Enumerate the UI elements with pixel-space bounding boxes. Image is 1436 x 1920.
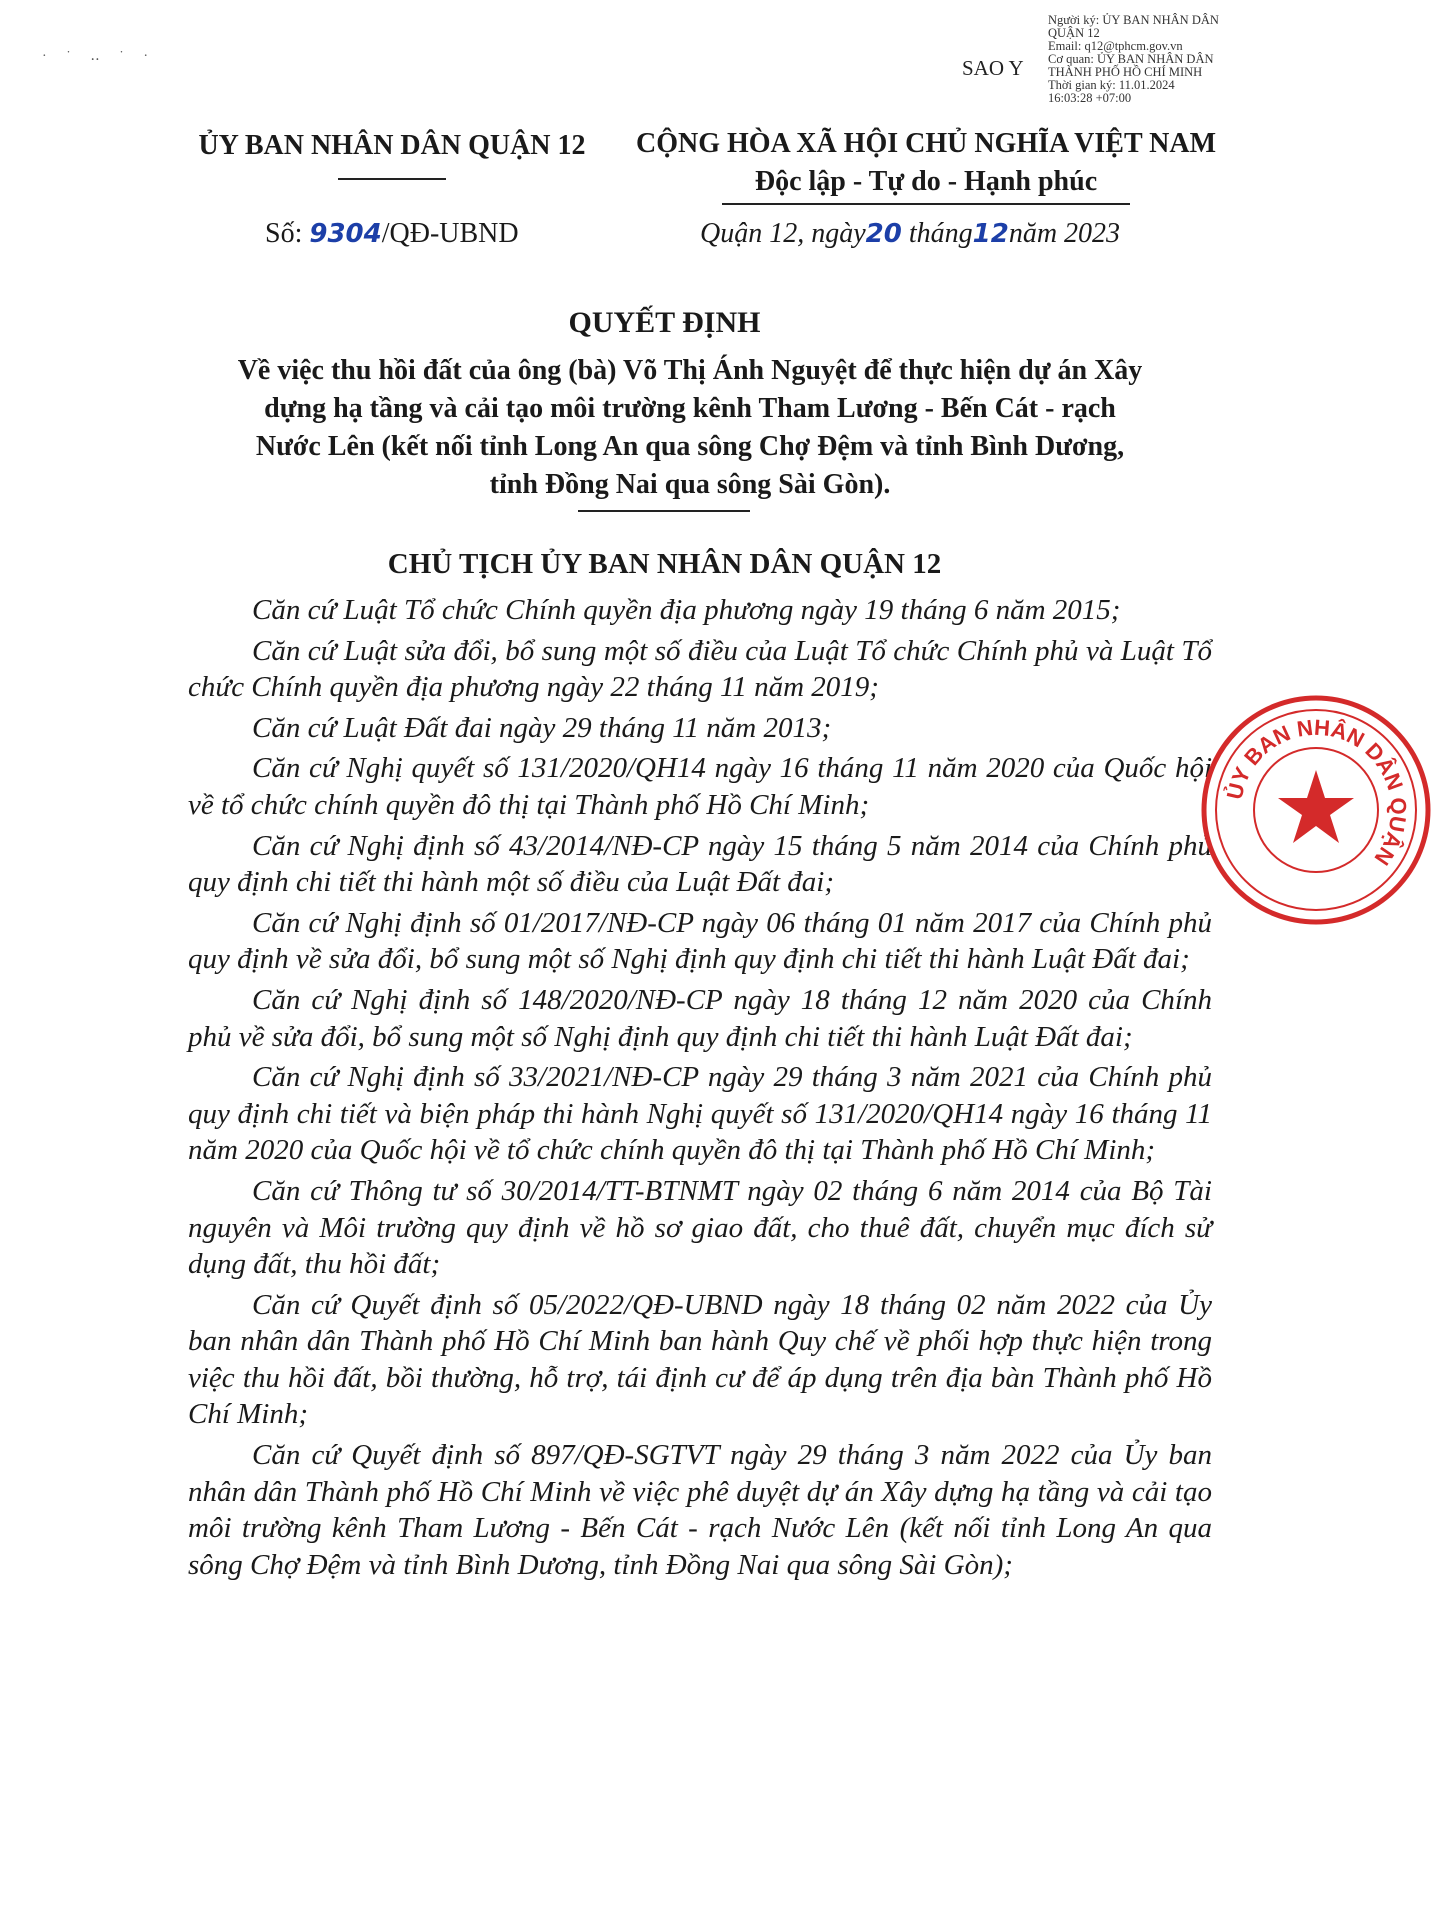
legal-basis-paragraph: Căn cứ Quyết định số 05/2022/QĐ-UBND ngày 18 tháng 02 năm 2022 của Ủy ban nhân dân Thành phố Hồ Chí Minh ban hành Quy chế về phối hợp thực hiện trong việc thu hồi đất, bồi thường, hỗ trợ, tái định cư để áp dụng trên địa bàn Thành phố Hồ Chí Minh; [188, 1288, 1212, 1431]
doc-number-suffix: /QĐ-UBND [381, 218, 519, 249]
signature-line: 16:03:28 +07:00 [1048, 91, 1132, 105]
subject-line: tỉnh Đồng Nai qua sông Sài Gòn). [489, 469, 891, 500]
signature-line: Thời gian ký: 11.01.2024 [1048, 78, 1175, 92]
signature-line: Email: q12@tphcm.gov.vn [1048, 39, 1183, 53]
month-label: tháng [908, 218, 973, 249]
copy-mark: SAO Y [962, 56, 1024, 80]
legal-basis-paragraph: Căn cứ Nghị định số 43/2014/NĐ-CP ngày 15 tháng 5 năm 2014 của Chính phủ quy định chi tiết thi hành một số điều của Luật Đất đai; [188, 829, 1212, 899]
subject-line: dựng hạ tầng và cải tạo môi trường kênh Tham Lương - Bến Cát - rạch [264, 393, 1116, 424]
legal-basis-paragraph: Căn cứ Nghị định số 01/2017/NĐ-CP ngày 06 tháng 01 năm 2017 của Chính phủ quy định về sửa đổi, bổ sung một số Nghị định quy định chi tiết thi hành Luật Đất đai; [188, 906, 1212, 976]
legal-basis-paragraph: Căn cứ Luật Đất đai ngày 29 tháng 11 năm 2013; [252, 711, 832, 744]
document-title: QUYẾT ĐỊNH [568, 306, 761, 339]
signature-line: THÀNH PHỐ HỒ CHÍ MINH [1048, 65, 1203, 79]
doc-number-handwritten: 9304 [309, 219, 382, 249]
legal-basis-paragraph: Căn cứ Luật sửa đổi, bổ sung một số điều của Luật Tổ chức Chính phủ và Luật Tổ chức Chính quyền địa phương ngày 22 tháng 11 năm 2019; [188, 634, 1212, 704]
official-seal [1196, 690, 1412, 930]
document-number [265, 218, 519, 250]
month-handwritten: 12 [972, 219, 1009, 249]
legal-basis-paragraph: Căn cứ Thông tư số 30/2014/TT-BTNMT ngày 02 tháng 6 năm 2014 của Bộ Tài nguyên và Môi trường quy định về hồ sơ giao đất, cho thuê đất, chuyển mục đích sử dụng đất, thu hồi đất; [188, 1174, 1212, 1281]
legal-basis-paragraph: Căn cứ Nghị định số 148/2020/NĐ-CP ngày 18 tháng 12 năm 2020 của Chính phủ về sửa đổi, bổ sung một số Nghị định quy định chi tiết thi hành Luật Đất đai; [188, 983, 1212, 1053]
subject-divider [578, 510, 750, 512]
scan-specks: · ˙ ‥ ˙ · [42, 49, 156, 64]
seal-text: ỦY BAN NHÂN DÂN QUẬN [1221, 714, 1412, 870]
signature-line: Người ký: ỦY BAN NHÂN DÂN [1048, 13, 1219, 27]
subject-line: Nước Lên (kết nối tỉnh Long An qua sông Chợ Đệm và tỉnh Bình Dương, [255, 431, 1125, 462]
national-motto: Độc lập - Tự do - Hạnh phúc [754, 166, 1098, 197]
national-title: CỘNG HÒA XÃ HỘI CHỦ NGHĨA VIỆT NAM [635, 128, 1217, 159]
issuing-authority: CHỦ TỊCH ỦY BAN NHÂN DÂN QUẬN 12 [387, 548, 942, 580]
seal-graphic [1196, 690, 1436, 930]
legal-basis-paragraph: Căn cứ Luật Tổ chức Chính quyền địa phương ngày 19 tháng 6 năm 2015; [252, 594, 1121, 626]
legal-basis-paragraph: Căn cứ Nghị quyết số 131/2020/QH14 ngày 16 tháng 11 năm 2020 của Quốc hội về tổ chức chính quyền đô thị tại Thành phố Hồ Chí Minh; [188, 752, 1212, 821]
document-subject [190, 352, 1190, 504]
legal-bases [188, 592, 1212, 1587]
motto-divider [722, 203, 1130, 205]
place-and-date [700, 218, 1120, 250]
day-handwritten: 20 [865, 219, 902, 249]
place-date-prefix: Quận 12, ngày [700, 218, 866, 249]
doc-number-prefix: Số: [265, 218, 303, 249]
signature-line: Cơ quan: ỦY BAN NHÂN DÂN [1048, 52, 1214, 66]
subject-line: Về việc thu hồi đất của ông (bà) Võ Thị Ánh Nguyệt để thực hiện dự án Xây [237, 355, 1143, 386]
issuing-organization: ỦY BAN NHÂN DÂN QUẬN 12 [198, 130, 586, 161]
signature-line: QUẬN 12 [1048, 26, 1100, 40]
digital-signature-block [1048, 14, 1268, 105]
legal-basis-paragraph: Căn cứ Nghị định số 33/2021/NĐ-CP ngày 29 tháng 3 năm 2021 của Chính phủ quy định chi tiết và biện pháp thi hành Nghị quyết số 131/2020/QH14 ngày 16 tháng 11 năm 2020 của Quốc hội về tổ chức chính quyền đô thị tại Thành phố Hồ Chí Minh; [188, 1061, 1212, 1167]
year-label: năm 2023 [1008, 218, 1121, 249]
legal-basis-paragraph: Căn cứ Quyết định số 897/QĐ-SGTVT ngày 29 tháng 3 năm 2022 của Ủy ban nhân dân Thành phố Hồ Chí Minh về việc phê duyệt dự án Xây dựng hạ tầng và cải tạo môi trường kênh Tham Lương - Bến Cát - rạch Nước Lên (kết nối tỉnh Long An qua sông Chợ Đệm và tỉnh Bình Dương, tỉnh Đồng Nai qua sông Sài Gòn); [188, 1439, 1212, 1581]
organization-divider [338, 178, 446, 180]
star-icon [1278, 770, 1354, 843]
